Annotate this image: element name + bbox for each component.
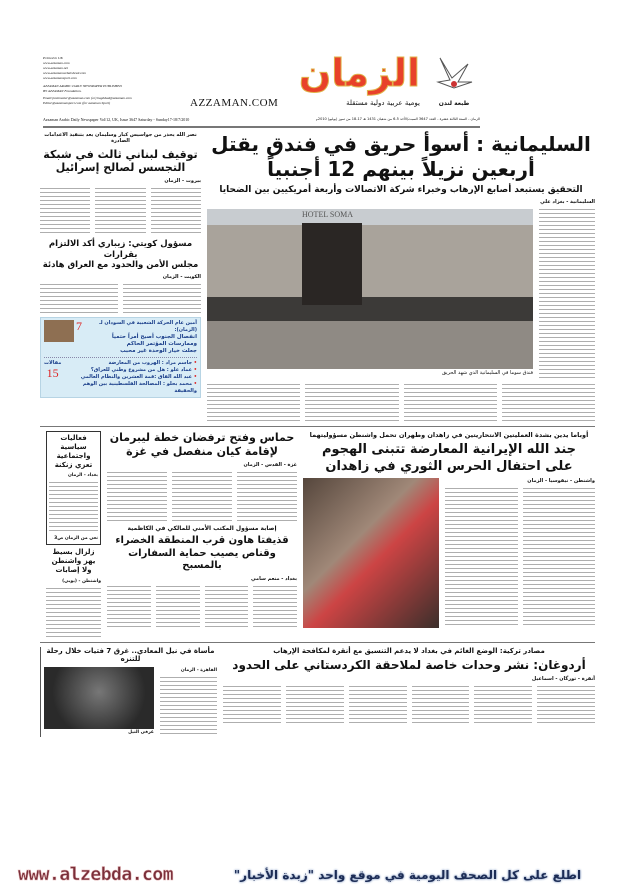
page-body	[40, 132, 595, 737]
info-line: Printed in UK	[43, 56, 63, 60]
dateline-ar: الزمان - السنة الثالثة عشرة - العدد 3647 السبت/الأحد 5-6 من شعبان 1431 هـ 17-18 من تموز (يوليو) 2010م	[315, 117, 480, 121]
lead-photo-row	[207, 209, 595, 381]
hamas-headline-line: لإقامة كيان منفصل في غزة	[126, 445, 278, 458]
hamas-headline[interactable]	[107, 431, 297, 459]
iran-text	[445, 478, 595, 628]
iran-story	[303, 431, 595, 637]
lebanon-headline-line: التجسس لصالح إسرائيل	[55, 161, 186, 175]
nile-photo[interactable]	[44, 667, 154, 729]
erdogan-headline[interactable]: أردوغان: نشر وحدات خاصة لملاحقة الكردستاني على الحدود	[232, 658, 586, 673]
kuwait-byline: الكويت - الزمان	[162, 273, 201, 280]
promo-top	[44, 320, 197, 355]
page-number: 15	[46, 365, 59, 380]
tagline: يومية عربية دولية مستقلة	[346, 99, 420, 107]
hamas-maliki-column	[107, 431, 297, 637]
condolence-box[interactable]	[46, 431, 101, 545]
iran-byline: واشنطن - نيقوسيا - الزمان	[527, 477, 595, 484]
promo-header: أمين عام الحركة الشعبية في السودان لـ (الزمان):	[99, 319, 197, 333]
info-line: AZZAMAN ARABIC DAILY NEWSPAPER PUBLISHED	[43, 84, 122, 88]
lead-body-right	[539, 209, 595, 381]
logo-arabic: الزمان	[298, 51, 420, 95]
nile-row	[44, 667, 217, 737]
maliki-kicker: إصابة مسؤول المكتب الأمني للمالكي في الكاظمية	[127, 524, 277, 532]
lead-headline-line: السليمانية : أسوأ حريق في فندق يقتل	[211, 132, 591, 156]
info-line: Editor@azzamansport.com (for azzaman Sport)	[43, 101, 111, 105]
burnt-facade	[302, 223, 362, 305]
info-line: BY AZZAMAN Foundation.	[43, 89, 82, 93]
masthead-rule	[43, 126, 480, 128]
maliki-byline: بغداد - منعم سامي	[251, 575, 297, 582]
condolence-footer: نعي من الزمان ص3	[54, 536, 98, 542]
lead-body-bottom	[207, 384, 595, 422]
article-link[interactable]: • جاسم مراد : الهروب من المعارضة	[108, 359, 197, 366]
hamas-body	[107, 472, 297, 522]
article-title: عماد علو : هل من مشروع وطني للعراق؟	[90, 366, 193, 373]
article-link[interactable]: • محمد بحلو : المصالحة الفلسطينية بين الوهم والحقيقة	[82, 380, 197, 394]
hamas-byline: غزة - القدس - الزمان	[243, 461, 297, 468]
promo-line: جعلت خيار الوحدة غير محبب	[120, 347, 197, 354]
left-column	[40, 132, 201, 422]
erdogan-kicker: مصادر تركية: الوضع الغائم في بغداد لا يدعم التنسيق مع أنقرة لمكافحة الإرهاب	[273, 646, 545, 655]
logo	[150, 50, 420, 110]
lebanon-headline-line: توقيف لبناني ثالث في شبكة	[43, 147, 198, 161]
nile-story	[40, 647, 217, 738]
kuwait-headline[interactable]	[40, 239, 201, 271]
lead-headline-line: أربعين نزيلاً بينهم 12 أجنبياً	[267, 157, 535, 181]
erdogan-body	[223, 686, 595, 726]
quake-body	[46, 588, 101, 638]
nile-headline[interactable]: مأساة في نيل المعادي.. غرق 7 فتيات خلال رحلة للتنزه	[46, 646, 215, 664]
promo-line: انفصال الجنوب أصبح أمراً حتمياً وممارسات المؤتمر الحاكم	[111, 333, 197, 347]
maliki-headline[interactable]	[107, 535, 297, 573]
erdogan-byline: أنقرة - تورگان - اسماعيل	[531, 676, 595, 683]
lebanon-body	[40, 188, 201, 236]
iran-photo-row	[303, 478, 595, 628]
lead-photo-wrap	[207, 209, 533, 381]
hotel-sign: HOTEL SOMA	[302, 210, 354, 220]
article-link[interactable]: • عبد الله القاق :قمة العشرين والنظام العالمي	[80, 373, 197, 380]
lebanon-kicker: نصر الله يحذر من جواسيس كبار وسليمان يعد بتنفيذ الاعدامات الصادرة	[44, 132, 197, 145]
masthead-info	[43, 56, 143, 106]
info-line: www.azzaman.net	[43, 66, 69, 70]
erdogan-story	[223, 647, 595, 738]
article-title: محمد بحلو : المصالحة الفلسطينية بين الوهم والحقيقة	[82, 380, 197, 394]
banner-text[interactable]: اطلع على كل الصحف اليومية في موقع واحد "زبدة الأخبار"	[233, 868, 582, 882]
page-number: 7	[76, 318, 82, 333]
lead-headline[interactable]	[207, 132, 595, 182]
section-rule	[40, 426, 595, 427]
iran-headline-line: جند الله الإيرانية المعارضة تتبنى الهجوم	[321, 442, 577, 458]
maliki-headline-line: وقناص يصيب حماية السفارات بالمسبح	[128, 547, 276, 572]
nile-byline: القاهرة - الزمان	[180, 668, 217, 673]
lead-byline: السليمانية - بغزاد علي	[540, 199, 595, 206]
promo-box[interactable]	[40, 317, 201, 398]
iran-kicker: أوباما يدين بشدة العمليتين الانتحاريتين في زاهدان وطهران تحمل واشنطن مسؤوليتهما	[309, 431, 589, 440]
dateline-en: Azzaman Arabic Daily Newspaper Vol/12, UK, Issue 3647 Saturday - Sunday17-18/7/2010	[43, 117, 190, 122]
iran-headline[interactable]	[303, 442, 595, 475]
emblem-icon	[432, 52, 476, 96]
nile-body	[160, 677, 217, 737]
hassan-photo	[44, 320, 74, 342]
condolence-body	[49, 482, 98, 532]
zahedan-photo[interactable]	[303, 478, 439, 628]
banner-url[interactable]: www.alzebda.com	[18, 864, 174, 885]
kuwait-headline-line: مجلس الأمن والحدود مع العراق هادئة	[42, 260, 199, 271]
iran-body	[445, 488, 595, 628]
iran-headline-line: على احتفال الحرس الثوري في زاهدان	[325, 458, 573, 474]
maliki-body	[107, 586, 297, 630]
condolence-byline: بغداد - الزمان	[67, 473, 98, 479]
lebanon-headline[interactable]	[40, 148, 201, 176]
lebanon-byline: بيروت - الزمان	[164, 178, 201, 184]
info-line: www.azzamansport.com	[43, 76, 77, 80]
bottom-section	[40, 647, 595, 738]
article-link[interactable]: • عماد علو : هل من مشروع وطني للعراق؟	[90, 366, 197, 373]
middle-section	[40, 431, 595, 637]
lead-subheadline: التحقيق يستبعد أصابع الإرهاب وخبراء شركة الاتصالات وأربعة أمريكيين بين الضحايا	[219, 185, 583, 195]
maliki-headline-line: قذيفتا هاون قرب المنطقة الخضراء	[115, 535, 289, 547]
promo-articles	[44, 360, 197, 395]
articles-label: مقالات	[44, 359, 62, 366]
kuwait-body	[40, 284, 201, 314]
nile-photo-wrap	[44, 667, 154, 737]
quake-byline: واشنطن - (يوبي)	[62, 578, 101, 584]
hotel-fire-photo[interactable]	[207, 209, 533, 369]
edition-label: طبعة لندن	[438, 100, 470, 107]
condolence-headline: فعاليات سياسية واجتماعية تعزي زنكنة	[54, 434, 93, 469]
top-section	[40, 132, 595, 422]
logo-latin: AZZAMAN.COM	[190, 96, 279, 109]
section-rule	[40, 642, 595, 643]
info-line: www.azzaman.com	[43, 61, 70, 65]
lead-story	[207, 132, 595, 422]
info-line: Email:postmaster@azzaman.com (or) baghdad@azzaman.com	[43, 96, 132, 100]
nile-text	[160, 667, 217, 737]
quake-headline[interactable]: زلزال بسيط يهز واشنطن ولا إصابات	[51, 548, 96, 574]
nile-caption: غرقى النيل	[128, 730, 154, 735]
lead-photo-caption: فندق سوما في السليمانية الذي شهد الحريق	[441, 370, 533, 377]
side-column	[46, 431, 101, 637]
hamas-headline-line: حماس وفتح ترفضان خطة ليبرمان	[109, 431, 295, 445]
article-title: عبد الله القاق :قمة العشرين والنظام العالمي	[80, 373, 193, 380]
kuwait-headline-line: مسؤول كويتي: زيباري أكد الالتزام بقرارات	[48, 239, 193, 260]
article-title: جاسم مراد : الهروب من المعارضة	[108, 359, 193, 366]
info-line: www.azzamanwebalsheed.com	[43, 71, 86, 75]
